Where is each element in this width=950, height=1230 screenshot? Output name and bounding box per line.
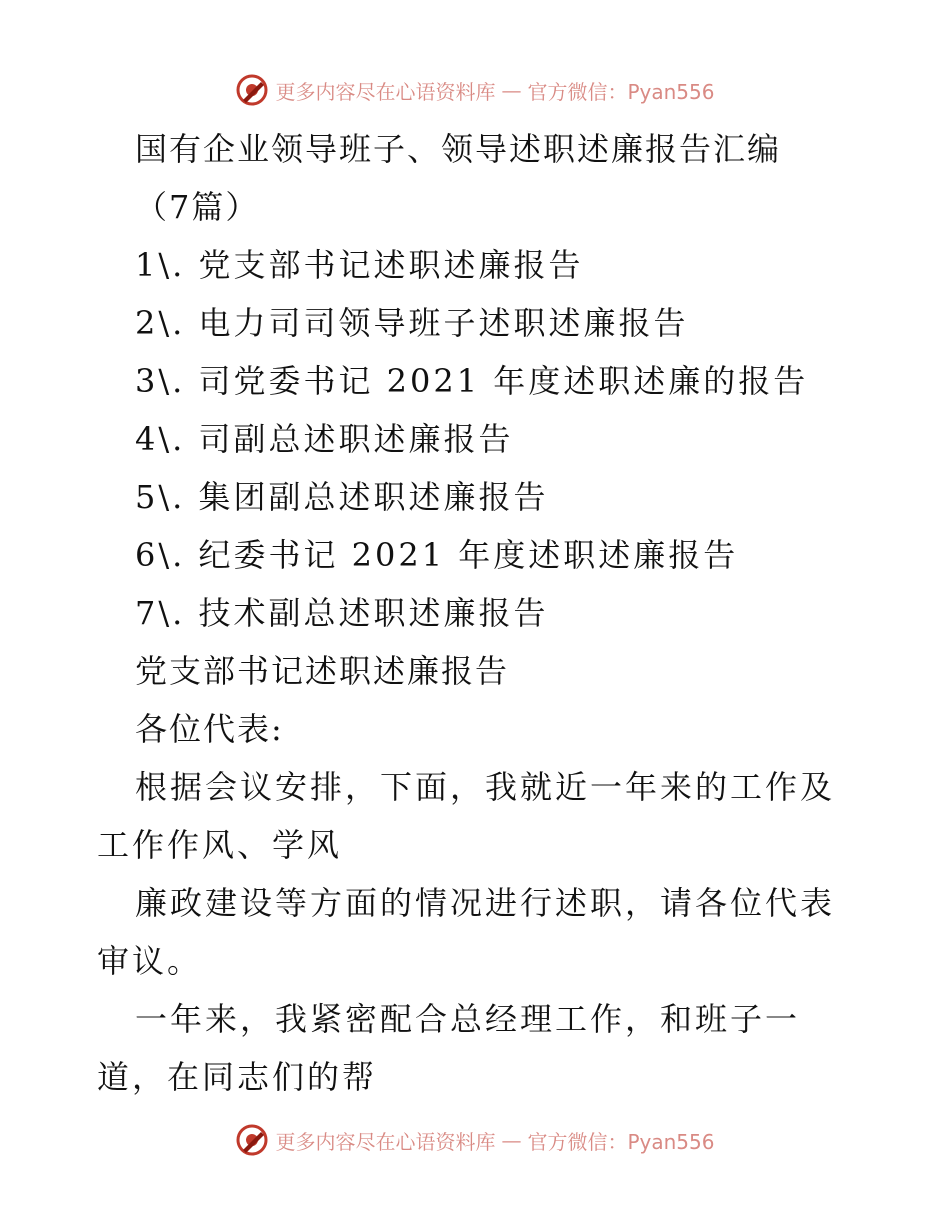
toc-item: 2\. 电力司司领导班子述职述廉报告 xyxy=(135,304,689,342)
footer-watermark xyxy=(0,1120,950,1160)
toc-item: 6\. 纪委书记 2021 年度述职述廉报告 xyxy=(135,536,739,574)
body-paragraph: 根据会议安排，下面，我就近一年来的工作及工作作风、学风 xyxy=(97,768,836,864)
toc-item: 1\. 党支部书记述职述廉报告 xyxy=(135,246,584,284)
watermark-separator: — xyxy=(501,1128,522,1152)
watermark-contact-text: 官方微信：Pyan556 xyxy=(527,1129,715,1154)
watermark-site-text: 更多内容尽在心语资料库 xyxy=(275,1129,496,1154)
body-paragraph: 廉政建设等方面的情况进行述职，请各位代表审议。 xyxy=(97,884,836,980)
toc-item: 3\. 司党委书记 2021 年度述职述廉的报告 xyxy=(135,362,809,400)
salutation: 各位代表: xyxy=(135,710,284,748)
red-circle-pen-logo-icon xyxy=(235,1123,269,1157)
body-paragraph: 一年来，我紧密配合总经理工作，和班子一道，在同志们的帮 xyxy=(97,1000,801,1096)
toc-item: 7\. 技术副总述职述廉报告 xyxy=(135,594,549,632)
document-body xyxy=(97,120,857,1106)
document-subtitle: （7篇） xyxy=(135,188,260,226)
table-of-contents xyxy=(97,236,857,642)
watermark-site-text: 更多内容尽在心语资料库 xyxy=(275,79,496,104)
document-title: 国有企业领导班子、领导述职述廉报告汇编 xyxy=(135,130,782,168)
section-title: 党支部书记述职述廉报告 xyxy=(135,652,510,690)
watermark-separator: — xyxy=(501,78,522,102)
watermark-contact-text: 官方微信：Pyan556 xyxy=(527,79,715,104)
toc-item: 4\. 司副总述职述廉报告 xyxy=(135,420,514,458)
header-watermark xyxy=(0,70,950,110)
red-circle-pen-logo-icon xyxy=(235,73,269,107)
toc-item: 5\. 集团副总述职述廉报告 xyxy=(135,478,549,516)
